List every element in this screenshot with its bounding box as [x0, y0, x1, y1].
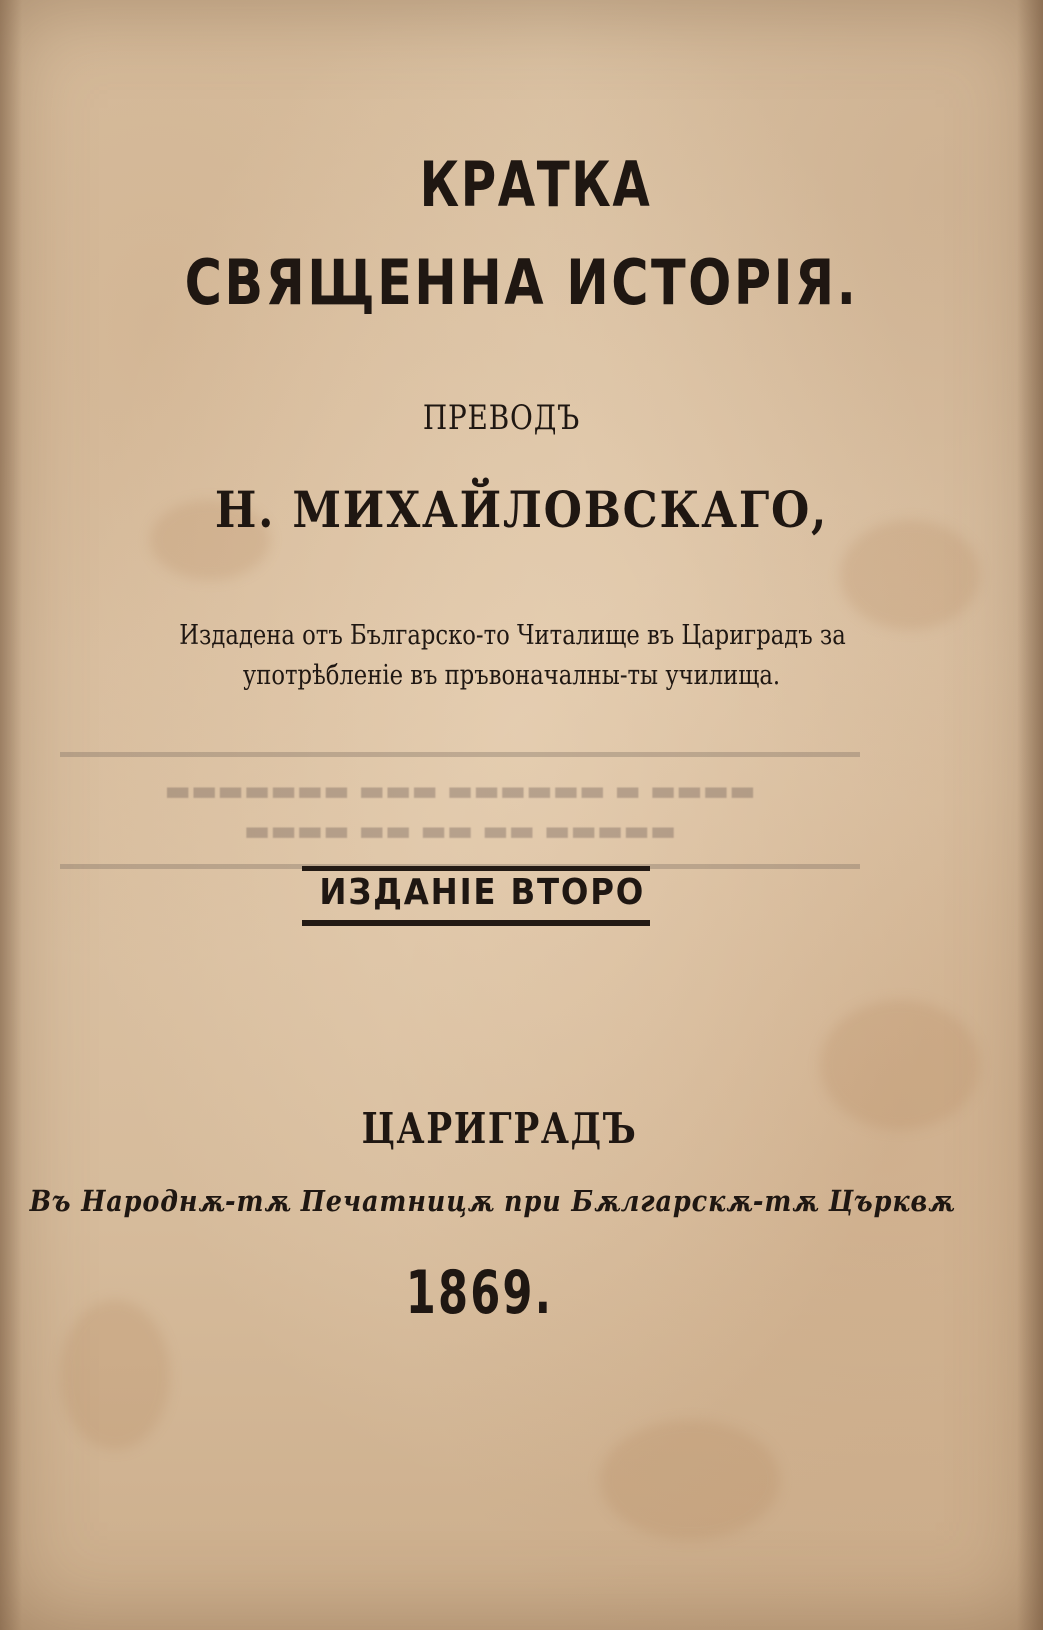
- imprint-year: 1869.: [405, 1258, 554, 1328]
- translator-name: Н. МИХАЙЛОВСКАГО,: [214, 480, 829, 539]
- title-line-1: КРАТКА: [419, 148, 652, 221]
- page-edge-shadow-right: [1017, 0, 1043, 1630]
- imprint-press: Въ Народнѫ-тѫ Печатницѫ при Бѫлгарскѫ-тѫ Църквѫ: [29, 1184, 955, 1218]
- publisher-note-line-2: употрѣбленіе въ пръвоначалны-ты училища.: [242, 660, 781, 691]
- show-through-rule: [60, 752, 860, 757]
- edition-rule-top: [302, 866, 650, 871]
- show-through-from-reverse: [60, 752, 860, 870]
- title-line-2: СВЯЩЕННА ИСТОРІЯ.: [184, 246, 859, 319]
- imprint-city: ЦАРИГРАДЪ: [361, 1104, 638, 1153]
- edition-block: [302, 866, 650, 926]
- paper-stain: [600, 1420, 780, 1540]
- publisher-note-line-1: Издадена отъ Българско-то Читалище въ Цариградъ за: [179, 620, 846, 651]
- edition-rule-bottom: [302, 920, 650, 926]
- edition-label: ИЗДАНІЕ ВТОРО: [319, 872, 646, 913]
- page-edge-shadow-left: [0, 0, 22, 1630]
- show-through-text: ▬▬▬▬ ▬ ▬▬▬▬▬▬ ▬▬▬ ▬▬▬▬▬▬▬: [164, 774, 756, 807]
- translation-label: ПРЕВОДЪ: [422, 398, 581, 438]
- show-through-text: ▬▬▬▬▬ ▬▬ ▬▬ ▬▬ ▬▬▬▬: [243, 814, 677, 847]
